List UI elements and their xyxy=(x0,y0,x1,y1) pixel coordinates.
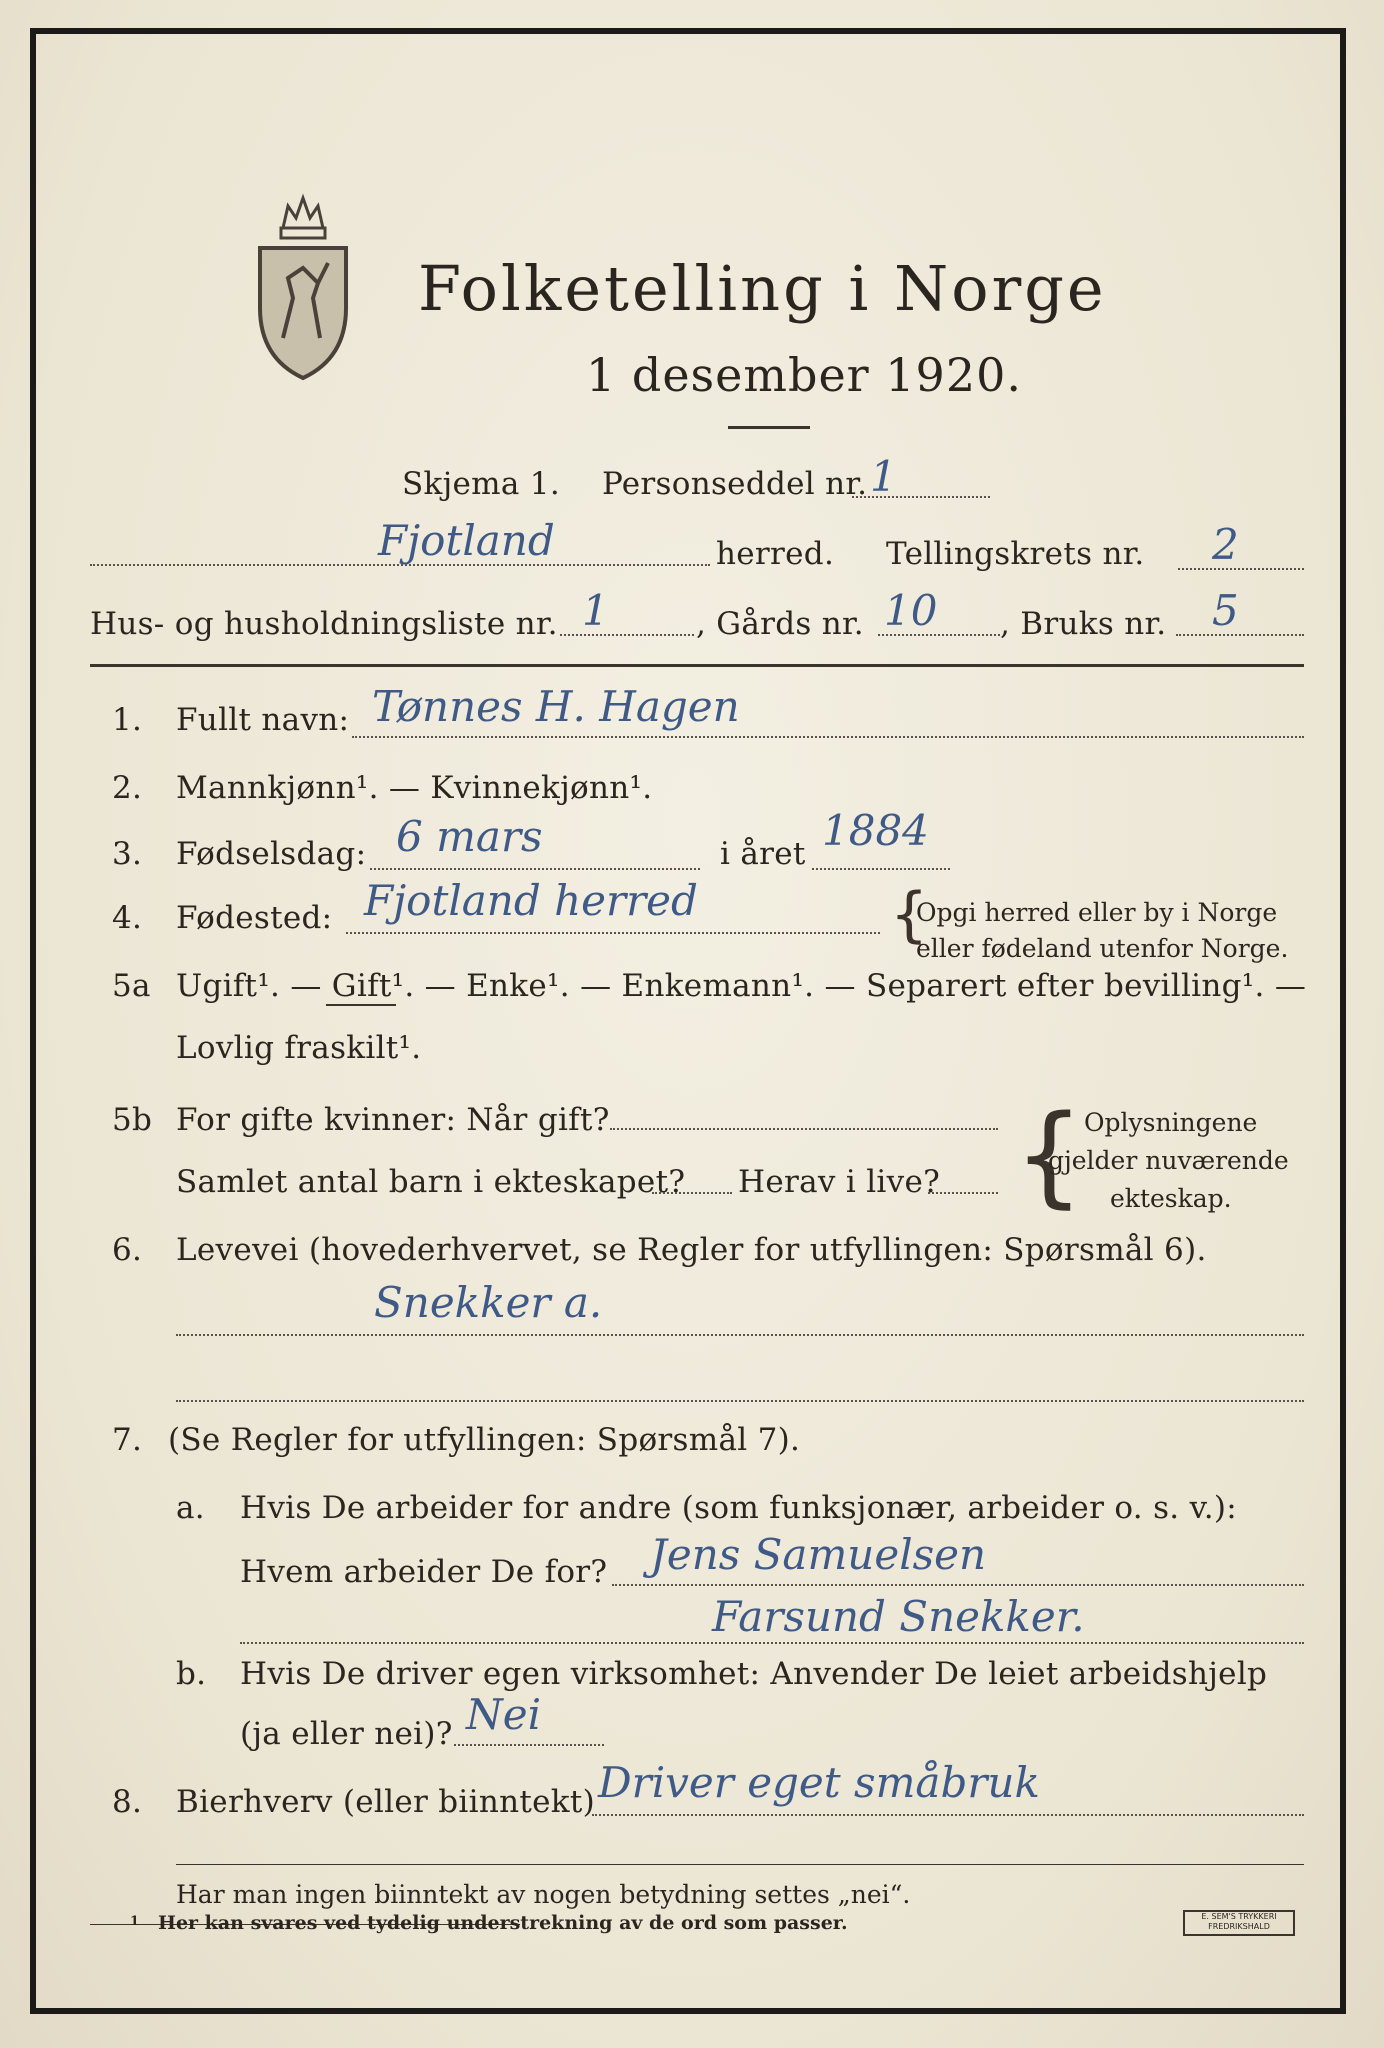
q3-year-line xyxy=(812,868,950,870)
footnote-text: Her kan svares ved tydelig understrekning av de ord som passer. xyxy=(158,1912,848,1934)
q5b-note-1: Oplysningene xyxy=(1084,1108,1258,1137)
bruks-label: , Bruks nr. xyxy=(1000,606,1167,642)
q7a-value: Jens Samuelsen xyxy=(650,1530,987,1579)
q5a-label-2: Lovlig fraskilt¹. xyxy=(176,1030,422,1066)
q3-day-line xyxy=(370,868,700,870)
form-title: Folketelling i Norge xyxy=(418,252,1107,325)
q4-brace: { xyxy=(890,880,929,950)
q6-line-1 xyxy=(176,1334,1304,1336)
personseddel-label: Personseddel nr. xyxy=(602,466,868,502)
printer-stamp: E. SEM'S TRYKKERI FREDRIKSHALD xyxy=(1183,1910,1295,1936)
q7b-label: Hvis De driver egen virksomhet: Anvender De leiet arbeidshjelp xyxy=(240,1656,1268,1692)
q8-value: Driver eget småbruk xyxy=(598,1758,1040,1807)
coat-of-arms-icon xyxy=(248,188,358,388)
q7a-label: Hvis De arbeider for andre (som funksjonær, arbeider o. s. v.): xyxy=(240,1490,1238,1526)
q3-value: 6 mars xyxy=(396,812,543,861)
personseddel-value: 1 xyxy=(870,452,897,501)
tellingskrets-label: Tellingskrets nr. xyxy=(886,536,1145,572)
q5a-label: Ugift¹. — Gift¹. — Enke¹. — Enkemann¹. — Separert efter bevilling¹. — xyxy=(176,968,1307,1004)
q1-value: Tønnes H. Hagen xyxy=(372,682,740,731)
herred-value: Fjotland xyxy=(378,516,555,565)
q8-number: 8. xyxy=(112,1784,143,1820)
q7a-line-1 xyxy=(612,1584,1304,1586)
q5b-brace: { xyxy=(1014,1091,1084,1219)
q3-label: Fødselsdag: xyxy=(176,836,367,872)
footer-divider xyxy=(176,1864,1304,1865)
footer-note: Har man ingen biinntekt av nogen betydning settes „nei“. xyxy=(176,1880,911,1909)
q7a-label-2: Hvem arbeider De for? xyxy=(240,1554,608,1590)
q5b-label-2: Samlet antal barn i ekteskapet? xyxy=(176,1164,686,1200)
q8-line xyxy=(592,1814,1304,1816)
q4-value: Fjotland herred xyxy=(364,876,698,925)
q4-note-1: Opgi herred eller by i Norge xyxy=(916,898,1278,927)
census-date: 1 desember 1920. xyxy=(586,348,1022,402)
q7a-line-2 xyxy=(240,1642,1304,1644)
q4-line xyxy=(346,932,880,934)
herred-label: herred. xyxy=(716,536,835,572)
gards-value: 10 xyxy=(884,586,938,635)
husliste-value: 1 xyxy=(582,586,609,635)
q4-label: Fødested: xyxy=(176,900,333,936)
header-separator xyxy=(90,664,1304,667)
q7a-value-2: Farsund Snekker. xyxy=(712,1592,1085,1641)
q8-label: Bierhverv (eller biinntekt) xyxy=(176,1784,596,1820)
q3-year-label: i året xyxy=(720,836,806,872)
husliste-line xyxy=(560,634,694,636)
gift-underline xyxy=(326,1004,396,1006)
q4-note-2: eller fødeland utenfor Norge. xyxy=(916,934,1289,963)
q7b-line xyxy=(454,1744,604,1746)
q5b-live-line xyxy=(928,1192,998,1194)
q7-label: (Se Regler for utfyllingen: Spørsmål 7). xyxy=(168,1422,801,1458)
q5b-children-line xyxy=(652,1192,732,1194)
q4-number: 4. xyxy=(112,900,143,936)
q3-year-value: 1884 xyxy=(822,806,929,855)
q1-label: Fullt navn: xyxy=(176,702,350,738)
q5b-number: 5b xyxy=(112,1102,153,1138)
q7a-letter: a. xyxy=(176,1490,205,1526)
q5b-note-3: ekteskap. xyxy=(1110,1184,1232,1213)
husliste-label: Hus- og husholdningsliste nr. xyxy=(90,606,558,642)
q5b-note-2: gjelder nuværende xyxy=(1048,1146,1289,1175)
page-border xyxy=(30,28,1346,2014)
title-divider xyxy=(728,426,810,429)
q1-number: 1. xyxy=(112,702,143,738)
bruks-value: 5 xyxy=(1212,586,1239,635)
q2-number: 2. xyxy=(112,770,143,806)
q5b-label: For gifte kvinner: Når gift? xyxy=(176,1102,610,1138)
q7b-value: Nei xyxy=(466,1690,542,1739)
tellingskrets-line xyxy=(1178,568,1304,570)
q7b-letter: b. xyxy=(176,1656,207,1692)
q6-value: Snekker a. xyxy=(374,1278,603,1327)
q2-label: Mannkjønn¹. — Kvinnekjønn¹. xyxy=(176,770,653,806)
footnote-mark: 1 xyxy=(130,1914,140,1929)
skjema-label: Skjema 1. xyxy=(402,466,560,502)
q7b-label-2: (ja eller nei)? xyxy=(240,1716,453,1752)
q5a-number: 5a xyxy=(112,968,151,1004)
q5b-married-line xyxy=(610,1128,998,1130)
q5b-live-label: Herav i live? xyxy=(738,1164,941,1200)
q6-line-2 xyxy=(176,1400,1304,1402)
q6-label: Levevei (hovederhvervet, se Regler for utfyllingen: Spørsmål 6). xyxy=(176,1232,1207,1268)
q7-number: 7. xyxy=(112,1422,143,1458)
gards-label: , Gårds nr. xyxy=(696,606,864,642)
tellingskrets-value: 2 xyxy=(1212,520,1239,569)
bruks-line xyxy=(1176,634,1304,636)
q6-number: 6. xyxy=(112,1232,143,1268)
q1-line xyxy=(352,736,1304,738)
q3-number: 3. xyxy=(112,836,143,872)
